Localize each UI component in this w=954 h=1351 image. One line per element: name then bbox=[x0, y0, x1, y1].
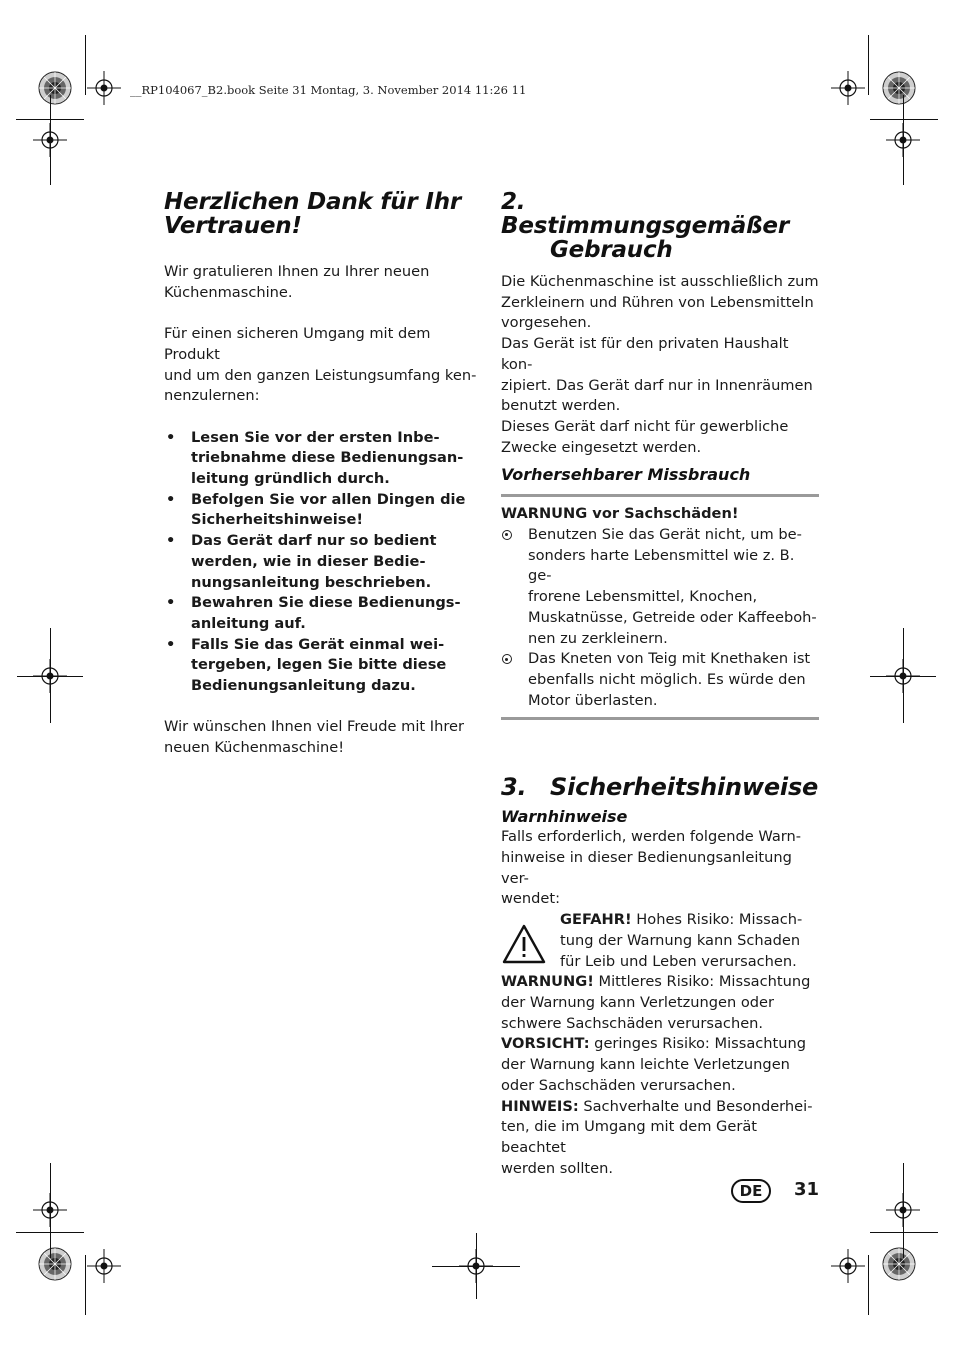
intended-use-paragraph: Die Küchenmaschine ist ausschließlich zum Zerkleinern und Rühren von Lebensmitteln vorgesehen. Das Gerät ist für den privaten Haushalt kon- zipiert. Das Gerät darf nur in Innenräumen benutzt werden. Dieses Gerät darf nicht für gewerbliche Zwecke eingesetzt werden. bbox=[501, 273, 819, 456]
crop-line bbox=[17, 676, 83, 677]
crop-line bbox=[432, 1266, 520, 1267]
page-title bbox=[164, 190, 482, 238]
warnings-subheading: Warnhinweise bbox=[501, 807, 628, 827]
misuse-heading: Vorhersehbarer Missbrauch bbox=[501, 465, 751, 485]
vorsicht-notice: VORSICHT: geringes Risiko: Missachtung der Warnung kann leichte Verletzungen oder Sachschäden verursachen. bbox=[501, 1035, 807, 1094]
section-number: 3. bbox=[501, 773, 527, 802]
list-item: Das Kneten von Teig mit Knethaken ist ebenfalls nicht möglich. Es würde den Motor überlasten. bbox=[501, 649, 819, 711]
section-2-heading bbox=[501, 190, 819, 262]
usage-paragraph: Für einen sicheren Umgang mit dem Produkt und um den ganzen Leistungsumfang ken- nenzulernen: bbox=[164, 325, 477, 405]
instruction-list bbox=[164, 428, 482, 697]
list-item: • Befolgen Sie vor allen Dingen die Sicherheitshinweise! bbox=[164, 490, 482, 531]
list-item: • Falls Sie das Gerät einmal wei- tergeben, legen Sie bitte diese Bedienungsanleitung dazu. bbox=[164, 635, 482, 697]
heading-line: Gebrauch bbox=[550, 237, 673, 263]
language-badge: DE bbox=[731, 1179, 771, 1203]
crop-line bbox=[903, 95, 904, 185]
warning-box bbox=[501, 494, 819, 720]
crop-line bbox=[50, 1163, 51, 1258]
heading-line: Vertrauen! bbox=[164, 213, 302, 239]
crop-line bbox=[870, 676, 936, 677]
section-3-heading bbox=[501, 773, 819, 802]
print-slug: __RP104067_B2.book Seite 31 Montag, 3. November 2014 11:26 11 bbox=[130, 83, 527, 97]
warning-title: WARNUNG vor Sachschäden! bbox=[501, 505, 739, 523]
circle-dot-icon bbox=[502, 530, 512, 540]
hinweis-notice: HINWEIS: Sachverhalte und Besonderhei- ten, die im Umgang mit dem Gerät beachtet werden sollten. bbox=[501, 1097, 813, 1177]
page-number: 31 bbox=[794, 1179, 820, 1200]
left-column bbox=[164, 190, 482, 759]
crop-line bbox=[903, 1163, 904, 1258]
heading-line: Sicherheitshinweise bbox=[550, 773, 819, 802]
crop-line bbox=[50, 95, 51, 185]
warnings-intro: Falls erforderlich, werden folgende Warn- hinweise in dieser Bedienungsanleitung ver- wendet: bbox=[501, 828, 802, 908]
warning-triangle-icon bbox=[502, 924, 546, 964]
intro-paragraph: Wir gratulieren Ihnen zu Ihrer neuen Küchenmaschine. bbox=[164, 263, 430, 301]
danger-notice: GEFAHR! Hohes Risiko: Missach- tung der Warnung kann Schaden für Leib und Leben verursachen. bbox=[501, 910, 819, 972]
list-item: • Bewahren Sie diese Bedienungs- anleitung auf. bbox=[164, 593, 482, 634]
list-item: Benutzen Sie das Gerät nicht, um be- sonders harte Lebensmittel wie z. B. ge- frorene Lebensmittel, Knochen, Muskatnüsse, Getreide oder Kaffeeboh- nen zu zerkleinern. bbox=[501, 525, 819, 649]
warning-list bbox=[501, 525, 819, 711]
heading-line: Herzlichen Dank für Ihr bbox=[164, 189, 462, 215]
heading-line: Bestimmungsgemäßer bbox=[501, 213, 789, 239]
danger-label: GEFAHR! bbox=[560, 911, 632, 929]
circle-dot-icon bbox=[502, 654, 512, 664]
list-item: • Lesen Sie vor der ersten Inbe- triebnahme diese Bedienungsan- leitung gründlich durch. bbox=[164, 428, 482, 490]
section-number: 2. bbox=[501, 189, 526, 215]
warnung-notice: WARNUNG! Mittleres Risiko: Missachtung der Warnung kann Verletzungen oder schwere Sachschäden verursachen. bbox=[501, 973, 811, 1032]
right-column bbox=[501, 190, 819, 1179]
list-item: • Das Gerät darf nur so bedient werden, wie in dieser Bedie- nungsanleitung beschrieben. bbox=[164, 531, 482, 593]
closing-paragraph: Wir wünschen Ihnen viel Freude mit Ihrer neuen Küchenmaschine! bbox=[164, 718, 464, 757]
